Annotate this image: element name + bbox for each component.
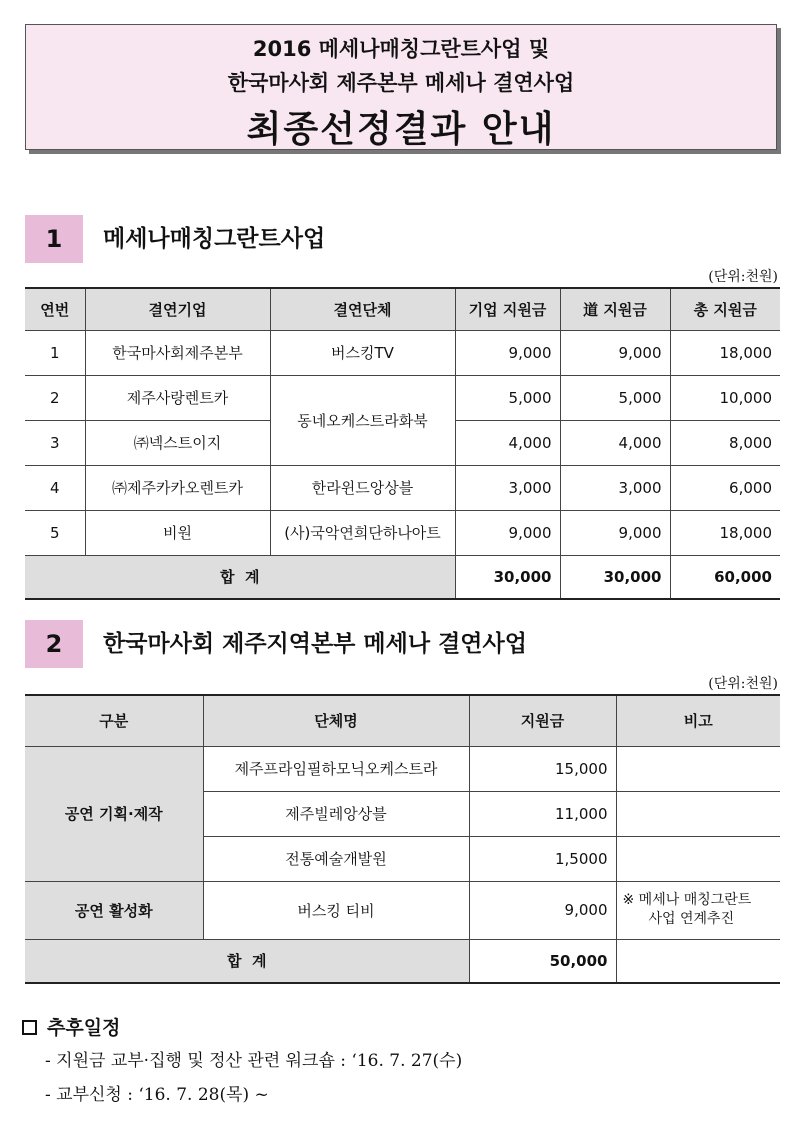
section-1-number: 1 [25,215,83,263]
cell-prov: 9,000 [560,510,670,555]
table-row [25,746,780,791]
cell-company: 한국마사회제주본부 [85,330,270,375]
section-2-unit: (단위:천원) [708,676,778,692]
cell-corp: 9,000 [455,510,560,555]
sum-total: 60,000 [670,555,780,599]
cell-corp: 9,000 [455,330,560,375]
cell-total: 8,000 [670,420,780,465]
cell-prov: 4,000 [560,420,670,465]
col-header-total-support: 총 지원금 [670,288,780,330]
cell-remarks [616,791,780,836]
section-2-title: 한국마사회 제주지역본부 메세나 결연사업 [103,631,527,657]
section-1-title: 메세나매칭그란트사업 [103,226,326,252]
cell-remarks [616,836,780,881]
table-row [25,510,780,555]
cell-corp: 5,000 [455,375,560,420]
col-header-group: 결연단체 [270,288,455,330]
col-header-amount: 지원금 [469,695,616,746]
cell-total: 18,000 [670,330,780,375]
cell-corp: 4,000 [455,420,560,465]
cell-company: ㈜제주카카오렌트카 [85,465,270,510]
remark-line-1: ※ 메세나 매칭그란트 [622,892,752,908]
title-box [25,24,777,150]
col-header-category: 구분 [25,695,203,746]
category-cell: 공연 기획·제작 [25,746,203,881]
table-row [25,465,780,510]
cell-no: 3 [25,420,85,465]
cell-corp: 3,000 [455,465,560,510]
cell-group-name: 제주빌레앙상블 [203,791,469,836]
section-2-number: 2 [25,620,83,668]
sum-label: 합 계 [25,939,469,983]
cell-group-name: 버스킹 티비 [203,881,469,939]
category-cell: 공연 활성화 [25,881,203,939]
cell-no: 4 [25,465,85,510]
section-1-unit: (단위:천원) [708,269,778,285]
col-header-company: 결연기업 [85,288,270,330]
cell-remarks [616,881,780,939]
cell-prov: 3,000 [560,465,670,510]
sum-label: 합 계 [25,555,455,599]
cell-remarks [616,746,780,791]
cell-no: 2 [25,375,85,420]
table-row [25,375,780,420]
sum-row [25,939,780,983]
cell-company: 제주사랑렌트카 [85,375,270,420]
cell-no: 5 [25,510,85,555]
cell-amount: 15,000 [469,746,616,791]
col-header-prov-support: 道 지원금 [560,288,670,330]
cell-group: 버스킹TV [270,330,455,375]
schedule-item: - 교부신청 : ‘16. 7. 28(목) ~ [45,1085,269,1105]
cell-company: ㈜넥스트이지 [85,420,270,465]
sum-row [25,555,780,599]
table-row [25,330,780,375]
cell-prov: 9,000 [560,330,670,375]
cell-group: 한라윈드앙상블 [270,465,455,510]
checkbox-square-icon [22,1020,37,1035]
cell-company: 비원 [85,510,270,555]
title-line-1: 2016 메세나매칭그란트사업 및 [252,37,550,61]
cell-total: 10,000 [670,375,780,420]
cell-total: 18,000 [670,510,780,555]
table-row [25,881,780,939]
col-header-corp-support: 기업 지원금 [455,288,560,330]
cell-group: 동네오케스트라화북 [270,375,455,465]
sum-remarks [616,939,780,983]
sum-corp: 30,000 [455,555,560,599]
table-header-row [25,288,780,330]
cell-amount: 11,000 [469,791,616,836]
cell-prov: 5,000 [560,375,670,420]
schedule-item: - 지원금 교부·집행 및 정산 관련 워크숍 : ‘16. 7. 27(수) [45,1051,463,1071]
mecenat-partnership-table [25,694,780,984]
sum-amount: 50,000 [469,939,616,983]
cell-amount: 9,000 [469,881,616,939]
cell-no: 1 [25,330,85,375]
cell-group-name: 제주프라임필하모닉오케스트라 [203,746,469,791]
remark-line-2: 사업 연계추진 [648,911,735,927]
table-header-row [25,695,780,746]
col-header-remarks: 비고 [616,695,780,746]
col-header-group-name: 단체명 [203,695,469,746]
col-header-no: 연번 [25,288,85,330]
cell-total: 6,000 [670,465,780,510]
schedule-heading-text: 추후일정 [47,1017,121,1039]
matching-grant-table [25,287,780,600]
sum-prov: 30,000 [560,555,670,599]
cell-amount: 1,5000 [469,836,616,881]
cell-group: (사)국악연희단하나아트 [270,510,455,555]
main-title: 최종선정결과 안내 [246,109,556,150]
schedule-heading [22,1013,120,1040]
cell-group-name: 전통예술개발원 [203,836,469,881]
title-line-2: 한국마사회 제주본부 메세나 결연사업 [227,71,575,95]
